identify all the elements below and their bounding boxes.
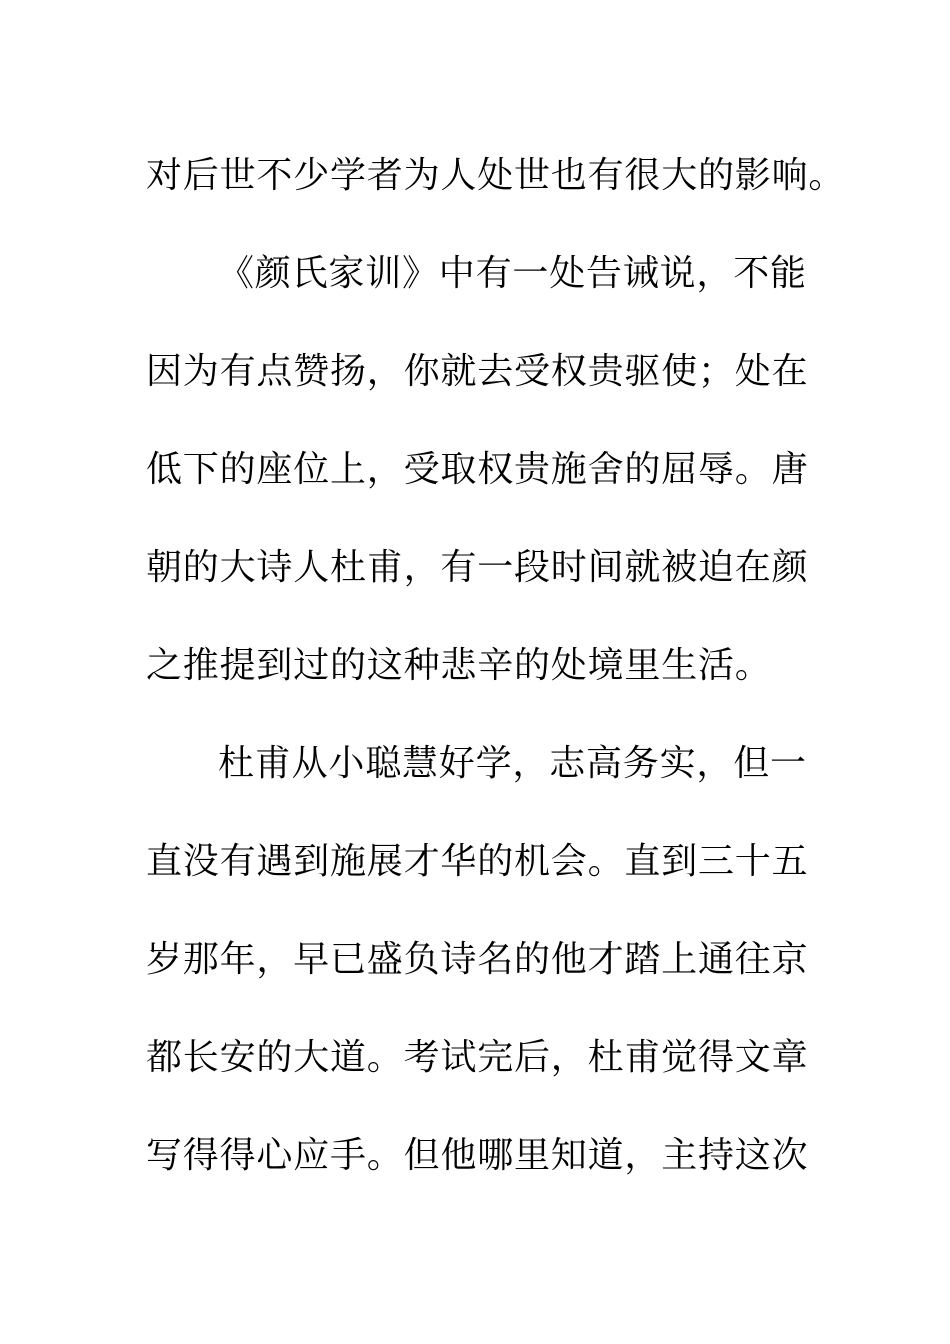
body-text [146,127,846,1205]
text-line: 《颜氏家训》中有一处告诫说，不能 [218,253,807,294]
text-line: 直没有遇到施展才华的机会。直到三十五 [146,841,809,882]
text-line: 杜甫从小聪慧好学，志高务实，但一 [218,743,807,784]
text-line: 之推提到过的这种悲辛的处境里生活。 [146,645,772,686]
text-line: 岁那年，早已盛负诗名的他才踏上通往京 [146,939,809,980]
text-line: 写得得心应手。但他哪里知道，主持这次 [146,1135,809,1176]
text-line: 低下的座位上，受取权贵施舍的屈辱。唐 [146,449,809,490]
text-line: 朝的大诗人杜甫，有一段时间就被迫在颜 [146,547,809,588]
text-line: 对后世不少学者为人处世也有很大的影响。 [146,155,846,196]
text-line: 都长安的大道。考试完后，杜甫觉得文章 [146,1037,809,1078]
text-line: 因为有点赞扬，你就去受权贵驱使；处在 [146,351,809,392]
